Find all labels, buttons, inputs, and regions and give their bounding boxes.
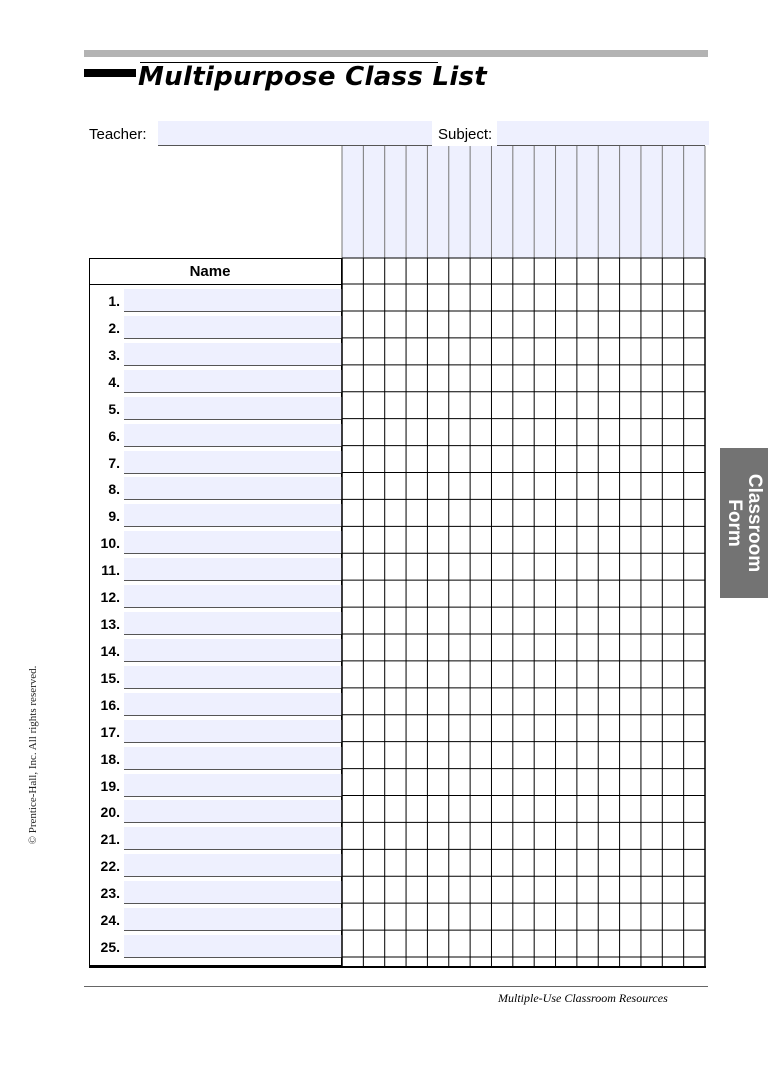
teacher-label: Teacher: [89, 126, 147, 143]
row-number: 11. [101, 562, 120, 579]
row-number: 8. [108, 481, 120, 498]
row-number: 7. [108, 454, 120, 471]
row-number: 25. [100, 939, 120, 955]
row-number: 16. [100, 696, 120, 713]
grid-header-fill [342, 146, 705, 258]
copyright-notice: © Prentice-Hall, Inc. All rights reserved. [27, 665, 39, 845]
row-number: 3. [108, 346, 120, 363]
row-number: 23. [100, 885, 120, 902]
row-number: 15. [100, 669, 120, 686]
row-number: 19. [100, 777, 120, 794]
row-number: 1. [108, 293, 120, 309]
row-number: 24. [100, 912, 120, 929]
row-number: 9. [108, 508, 120, 525]
side-tab-line1: Classroom [744, 473, 766, 573]
row-number: 14. [100, 642, 120, 659]
row-number: 21. [100, 831, 120, 848]
row-number: 6. [108, 427, 120, 444]
subject-label: Subject: [438, 126, 493, 143]
row-number: 12. [100, 589, 120, 606]
row-number: 2. [108, 319, 120, 336]
classroom-form-tab [720, 448, 768, 598]
side-tab-line2: Form [724, 499, 746, 547]
footer-rule [84, 986, 708, 987]
table-bottom-rule [89, 966, 706, 968]
row-number: 22. [100, 858, 120, 875]
name-column-header: Name [189, 263, 231, 280]
row-number: 17. [100, 723, 120, 740]
row-number: 20. [100, 804, 120, 821]
row-number: 18. [100, 750, 120, 767]
footer-title: Multiple-Use Classroom Resources [498, 991, 668, 1005]
row-number: 10. [100, 535, 120, 552]
row-number: 5. [108, 400, 120, 417]
page-title: Multipurpose Class List [138, 62, 488, 92]
side-tab-label [724, 474, 764, 572]
row-number: 4. [108, 373, 120, 390]
row-number: 13. [100, 616, 120, 632]
